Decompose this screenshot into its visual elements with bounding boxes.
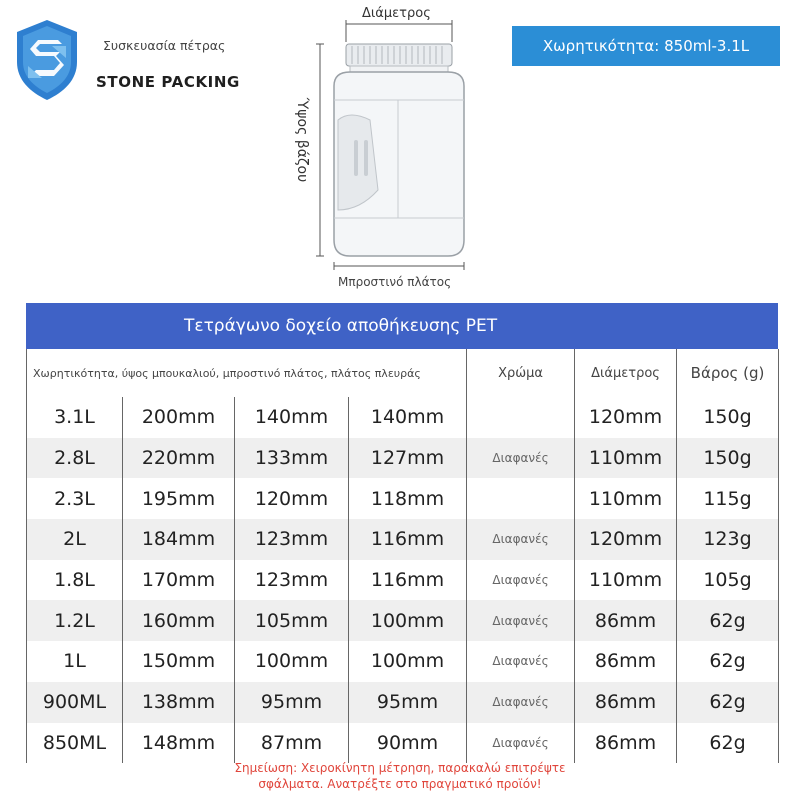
color-cell: Διαφανές [467, 641, 575, 682]
color-cell: Διαφανές [467, 560, 575, 601]
color-cell: Διαφανές [467, 723, 575, 764]
table-row [27, 478, 779, 519]
weight-cell: 115g [677, 478, 779, 519]
bottle-diagram [280, 0, 520, 296]
shield-s-logo-icon [14, 18, 80, 102]
brand-name: STONE PACKING [96, 73, 240, 91]
front-width-cell: 87mm [235, 723, 349, 764]
color-cell [467, 478, 575, 519]
front-width-cell: 133mm [235, 438, 349, 479]
color-cell: Διαφανές [467, 519, 575, 560]
height-cell: 138mm [123, 682, 235, 723]
capacity-cell: 1.8L [27, 560, 123, 601]
height-cell: 170mm [123, 560, 235, 601]
color-cell: Διαφανές [467, 438, 575, 479]
note-line-1: Σημείωση: Χειροκίνητη μέτρηση, παρακαλώ επιτρέψτε [234, 761, 566, 775]
capacity-cell: 1L [27, 641, 123, 682]
color-cell: Διαφανές [467, 600, 575, 641]
color-cell [467, 397, 575, 438]
weight-cell: 62g [677, 641, 779, 682]
table-row [27, 641, 779, 682]
side-width-cell: 140mm [349, 397, 467, 438]
front-width-cell: 123mm [235, 560, 349, 601]
side-width-cell: 116mm [349, 519, 467, 560]
weight-cell: 150g [677, 438, 779, 479]
header-diameter: Διάμετρος [575, 349, 677, 397]
capacity-cell: 1.2L [27, 600, 123, 641]
table-row [27, 438, 779, 479]
table-row [27, 560, 779, 601]
capacity-cell: 2.8L [27, 438, 123, 479]
front-width-cell: 100mm [235, 641, 349, 682]
capacity-cell: 900ML [27, 682, 123, 723]
front-width-cell: 105mm [235, 600, 349, 641]
weight-cell: 150g [677, 397, 779, 438]
table-row [27, 519, 779, 560]
front-width-cell: 95mm [235, 682, 349, 723]
height-cell: 150mm [123, 641, 235, 682]
height-cell: 160mm [123, 600, 235, 641]
height-cell: 148mm [123, 723, 235, 764]
capacity-cell: 3.1L [27, 397, 123, 438]
table-header-row [27, 349, 779, 397]
height-label: Ύψος βάζου [294, 97, 310, 183]
measurement-note [0, 760, 800, 792]
color-cell: Διαφανές [467, 682, 575, 723]
weight-cell: 62g [677, 682, 779, 723]
height-cell: 195mm [123, 478, 235, 519]
table-title: Τετράγωνο δοχείο αποθήκευσης PET [26, 303, 778, 349]
spec-table [26, 349, 779, 763]
diameter-cell: 86mm [575, 682, 677, 723]
diameter-cell: 110mm [575, 438, 677, 479]
side-width-cell: 100mm [349, 641, 467, 682]
height-cell: 220mm [123, 438, 235, 479]
weight-cell: 105g [677, 560, 779, 601]
diameter-cell: 120mm [575, 397, 677, 438]
weight-cell: 123g [677, 519, 779, 560]
diameter-cell: 86mm [575, 723, 677, 764]
table-row [27, 600, 779, 641]
height-cell: 200mm [123, 397, 235, 438]
table-row [27, 397, 779, 438]
diameter-cell: 110mm [575, 478, 677, 519]
front-width-label: Μπροστινό πλάτος [338, 275, 452, 289]
front-width-cell: 140mm [235, 397, 349, 438]
diameter-cell: 86mm [575, 600, 677, 641]
table-row [27, 723, 779, 764]
front-width-cell: 123mm [235, 519, 349, 560]
header-color: Χρώμα [467, 349, 575, 397]
spec-table-container [26, 303, 778, 763]
front-width-cell: 120mm [235, 478, 349, 519]
side-width-cell: 127mm [349, 438, 467, 479]
weight-cell: 62g [677, 723, 779, 764]
side-width-cell: 100mm [349, 600, 467, 641]
diameter-cell: 110mm [575, 560, 677, 601]
diameter-label: Διάμετρος [362, 6, 431, 21]
capacity-badge: Χωρητικότητα: 850ml-3.1L [512, 26, 780, 66]
weight-cell: 62g [677, 600, 779, 641]
side-width-cell: 95mm [349, 682, 467, 723]
note-line-2: σφάλματα. Ανατρέξτε στο πραγματικό προϊόν! [258, 777, 542, 791]
height-cell: 184mm [123, 519, 235, 560]
capacity-cell: 850ML [27, 723, 123, 764]
side-width-cell: 116mm [349, 560, 467, 601]
diameter-cell: 86mm [575, 641, 677, 682]
header-dimensions: Χωρητικότητα, ύψος μπουκαλιού, μπροστινό πλάτος, πλάτος πλευράς [27, 349, 467, 397]
capacity-cell: 2.3L [27, 478, 123, 519]
side-width-cell: 90mm [349, 723, 467, 764]
capacity-cell: 2L [27, 519, 123, 560]
diameter-cell: 120mm [575, 519, 677, 560]
header-weight: Βάρος (g) [677, 349, 779, 397]
side-width-cell: 118mm [349, 478, 467, 519]
table-row [27, 682, 779, 723]
brand-subtitle: Συσκευασία πέτρας [103, 38, 226, 53]
